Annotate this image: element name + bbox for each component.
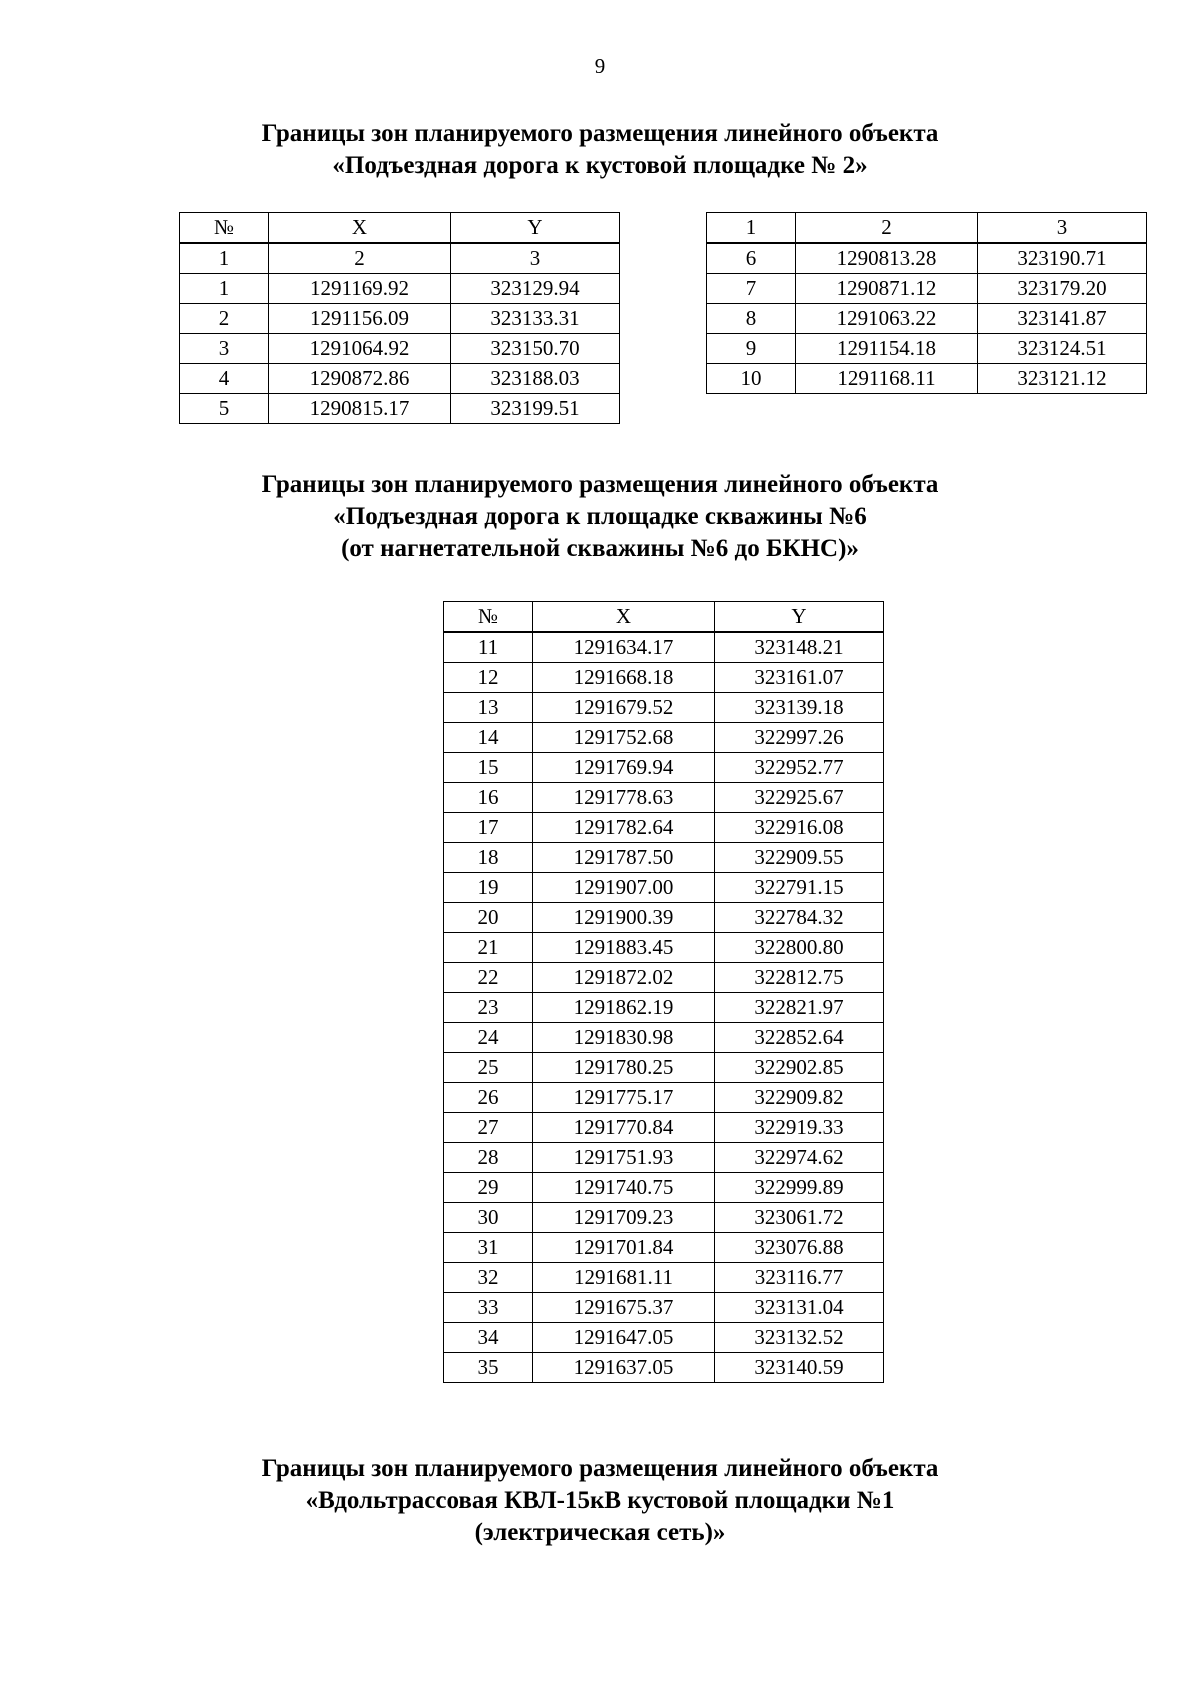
y-cell: 323061.72 (715, 1203, 884, 1233)
y-cell: 322800.80 (715, 933, 884, 963)
point-number-cell: 4 (180, 364, 269, 394)
y-cell: 322974.62 (715, 1143, 884, 1173)
coordinates-table-left (179, 212, 620, 424)
y-cell: 323148.21 (715, 632, 884, 663)
y-cell: 323179.20 (978, 274, 1147, 304)
point-number-cell: 21 (444, 933, 533, 963)
table-row (444, 1203, 884, 1233)
table-row (444, 1353, 884, 1383)
x-cell: 1291701.84 (533, 1233, 715, 1263)
y-cell: 322784.32 (715, 903, 884, 933)
x-cell: 1291675.37 (533, 1293, 715, 1323)
y-cell: 323141.87 (978, 304, 1147, 334)
point-number-cell: 5 (180, 394, 269, 424)
x-cell: 1291154.18 (796, 334, 978, 364)
point-number-cell: 11 (444, 632, 533, 663)
y-cell: 323161.07 (715, 663, 884, 693)
table-row (444, 1053, 884, 1083)
table-index-row (180, 243, 620, 274)
y-cell: 323140.59 (715, 1353, 884, 1383)
y-cell: 323124.51 (978, 334, 1147, 364)
header-cell: Y (715, 602, 884, 633)
y-cell: 323190.71 (978, 243, 1147, 274)
table-row (180, 304, 620, 334)
point-number-cell: 23 (444, 993, 533, 1023)
table-row (444, 1263, 884, 1293)
point-number-cell: 18 (444, 843, 533, 873)
table-row (444, 963, 884, 993)
table-row (180, 334, 620, 364)
point-number-cell: 1 (180, 274, 269, 304)
x-cell: 1291740.75 (533, 1173, 715, 1203)
y-cell: 323121.12 (978, 364, 1147, 394)
heading-line: (электрическая сеть)» (474, 1519, 726, 1546)
point-number-cell: 6 (707, 243, 796, 274)
y-cell: 322952.77 (715, 753, 884, 783)
table-row (444, 1323, 884, 1353)
table-row (707, 304, 1147, 334)
x-cell: 1291770.84 (533, 1113, 715, 1143)
y-cell: 323132.52 (715, 1323, 884, 1353)
point-number-cell: 32 (444, 1263, 533, 1293)
x-cell: 1291769.94 (533, 753, 715, 783)
y-cell: 322919.33 (715, 1113, 884, 1143)
y-cell: 322997.26 (715, 723, 884, 753)
x-cell: 1291064.92 (269, 334, 451, 364)
point-number-cell: 20 (444, 903, 533, 933)
index-cell: 1 (180, 243, 269, 274)
index-cell: 3 (451, 243, 620, 274)
point-number-cell: 28 (444, 1143, 533, 1173)
x-cell: 1291900.39 (533, 903, 715, 933)
y-cell: 323116.77 (715, 1263, 884, 1293)
page-number: 9 (594, 54, 606, 78)
point-number-cell: 24 (444, 1023, 533, 1053)
point-number-cell: 8 (707, 304, 796, 334)
y-cell: 323150.70 (451, 334, 620, 364)
x-cell: 1290815.17 (269, 394, 451, 424)
point-number-cell: 27 (444, 1113, 533, 1143)
x-cell: 1291709.23 (533, 1203, 715, 1233)
x-cell: 1291063.22 (796, 304, 978, 334)
point-number-cell: 17 (444, 813, 533, 843)
heading-line: (от нагнетательной скважины №6 до БКНС)» (341, 535, 859, 562)
x-cell: 1291668.18 (533, 663, 715, 693)
x-cell: 1291862.19 (533, 993, 715, 1023)
coordinates-table-main (443, 601, 884, 1383)
y-cell: 323076.88 (715, 1233, 884, 1263)
table-row (444, 1023, 884, 1053)
table-row (444, 632, 884, 663)
y-cell: 323199.51 (451, 394, 620, 424)
table-row (180, 394, 620, 424)
header-cell: X (269, 213, 451, 244)
heading-line: «Подъездная дорога к кустовой площадке № 2» (332, 152, 868, 179)
table-index-row (707, 213, 1147, 244)
table-row (444, 873, 884, 903)
x-cell: 1290871.12 (796, 274, 978, 304)
section-1-heading (0, 118, 1200, 182)
x-cell: 1291679.52 (533, 693, 715, 723)
point-number-cell: 31 (444, 1233, 533, 1263)
point-number-cell: 35 (444, 1353, 533, 1383)
x-cell: 1291775.17 (533, 1083, 715, 1113)
point-number-cell: 10 (707, 364, 796, 394)
point-number-cell: 25 (444, 1053, 533, 1083)
x-cell: 1291782.64 (533, 813, 715, 843)
x-cell: 1291780.25 (533, 1053, 715, 1083)
x-cell: 1290813.28 (796, 243, 978, 274)
section-3-heading (0, 1453, 1200, 1549)
point-number-cell: 26 (444, 1083, 533, 1113)
section-2-heading (0, 469, 1200, 565)
table-row (707, 243, 1147, 274)
table-row (444, 843, 884, 873)
y-cell: 322902.85 (715, 1053, 884, 1083)
point-number-cell: 13 (444, 693, 533, 723)
point-number-cell: 19 (444, 873, 533, 903)
y-cell: 323133.31 (451, 304, 620, 334)
index-cell: 2 (796, 213, 978, 244)
table-row (444, 723, 884, 753)
point-number-cell: 14 (444, 723, 533, 753)
header-cell: X (533, 602, 715, 633)
point-number-cell: 22 (444, 963, 533, 993)
header-cell: Y (451, 213, 620, 244)
index-cell: 3 (978, 213, 1147, 244)
point-number-cell: 34 (444, 1323, 533, 1353)
point-number-cell: 33 (444, 1293, 533, 1323)
y-cell: 322812.75 (715, 963, 884, 993)
y-cell: 323129.94 (451, 274, 620, 304)
index-cell: 1 (707, 213, 796, 244)
x-cell: 1291907.00 (533, 873, 715, 903)
table-row (444, 1233, 884, 1263)
x-cell: 1291830.98 (533, 1023, 715, 1053)
y-cell: 322916.08 (715, 813, 884, 843)
coordinates-table-right (706, 212, 1147, 394)
x-cell: 1291156.09 (269, 304, 451, 334)
point-number-cell: 29 (444, 1173, 533, 1203)
y-cell: 322925.67 (715, 783, 884, 813)
x-cell: 1291168.11 (796, 364, 978, 394)
table-row (444, 783, 884, 813)
x-cell: 1290872.86 (269, 364, 451, 394)
y-cell: 322999.89 (715, 1173, 884, 1203)
header-cell: № (444, 602, 533, 633)
point-number-cell: 12 (444, 663, 533, 693)
table-row (444, 813, 884, 843)
x-cell: 1291634.17 (533, 632, 715, 663)
table-row (444, 663, 884, 693)
y-cell: 322852.64 (715, 1023, 884, 1053)
x-cell: 1291637.05 (533, 1353, 715, 1383)
point-number-cell: 16 (444, 783, 533, 813)
table-row (707, 364, 1147, 394)
table-row (444, 1293, 884, 1323)
y-cell: 322821.97 (715, 993, 884, 1023)
x-cell: 1291883.45 (533, 933, 715, 963)
table-row (707, 274, 1147, 304)
point-number-cell: 15 (444, 753, 533, 783)
x-cell: 1291681.11 (533, 1263, 715, 1293)
table-row (180, 364, 620, 394)
y-cell: 323131.04 (715, 1293, 884, 1323)
x-cell: 1291872.02 (533, 963, 715, 993)
x-cell: 1291752.68 (533, 723, 715, 753)
x-cell: 1291647.05 (533, 1323, 715, 1353)
table-row (444, 693, 884, 723)
x-cell: 1291778.63 (533, 783, 715, 813)
table-header-row (180, 213, 620, 244)
table-row (444, 1113, 884, 1143)
point-number-cell: 7 (707, 274, 796, 304)
y-cell: 322909.55 (715, 843, 884, 873)
heading-line: «Вдольтрассовая КВЛ-15кВ кустовой площадки №1 (305, 1487, 895, 1514)
y-cell: 322909.82 (715, 1083, 884, 1113)
x-cell: 1291169.92 (269, 274, 451, 304)
table-row (444, 1083, 884, 1113)
y-cell: 323139.18 (715, 693, 884, 723)
index-cell: 2 (269, 243, 451, 274)
heading-line: Границы зон планируемого размещения линейного объекта (261, 471, 939, 498)
point-number-cell: 3 (180, 334, 269, 364)
x-cell: 1291751.93 (533, 1143, 715, 1173)
table-row (444, 933, 884, 963)
table-row (444, 993, 884, 1023)
table-row (707, 334, 1147, 364)
point-number-cell: 2 (180, 304, 269, 334)
table-row (180, 274, 620, 304)
heading-line: «Подъездная дорога к площадке скважины №6 (333, 503, 867, 530)
table-row (444, 753, 884, 783)
header-cell: № (180, 213, 269, 244)
table-row (444, 1143, 884, 1173)
table-row (444, 1173, 884, 1203)
table-header-row (444, 602, 884, 633)
y-cell: 323188.03 (451, 364, 620, 394)
heading-line: Границы зон планируемого размещения линейного объекта (261, 1455, 939, 1482)
y-cell: 322791.15 (715, 873, 884, 903)
heading-line: Границы зон планируемого размещения линейного объекта (261, 120, 939, 147)
table-row (444, 903, 884, 933)
x-cell: 1291787.50 (533, 843, 715, 873)
point-number-cell: 9 (707, 334, 796, 364)
point-number-cell: 30 (444, 1203, 533, 1233)
